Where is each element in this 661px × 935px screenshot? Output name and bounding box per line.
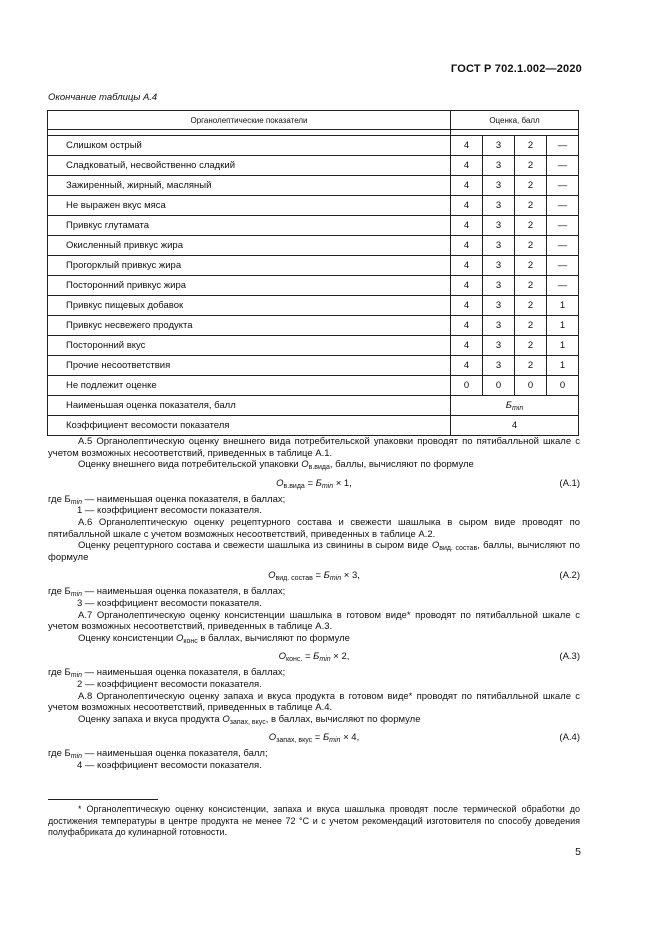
score-cell: 4 bbox=[451, 156, 483, 176]
indicator-name: Сладковатый, несвойственно сладкий bbox=[48, 156, 451, 176]
formula-number: (А.3) bbox=[559, 651, 580, 663]
footnote-divider bbox=[48, 799, 158, 800]
paragraph-a8-formula-intro: Оценку запаха и вкуса продукта $О_{запах, вкус}$, в баллах, вычисляют по формуле bbox=[78, 713, 421, 726]
table-row bbox=[48, 336, 579, 356]
score-cell: — bbox=[547, 236, 579, 256]
score-cell: 3 bbox=[483, 156, 515, 176]
score-cell: 3 bbox=[483, 336, 515, 356]
indicator-name: Посторонний привкус жира bbox=[48, 276, 451, 296]
score-cell: 3 bbox=[483, 296, 515, 316]
score-cell: 4 bbox=[451, 296, 483, 316]
score-cell: 4 bbox=[451, 216, 483, 236]
table-row bbox=[48, 376, 579, 396]
table-row bbox=[48, 156, 579, 176]
score-cell: 2 bbox=[515, 156, 547, 176]
paragraph-a5-formula-intro: Оценку внешнего вида потребительской упаковки $О_{в.вида}$, баллы, вычисляют по формуле bbox=[78, 459, 474, 472]
score-cell: 0 bbox=[515, 376, 547, 396]
score-cell: 4 bbox=[451, 236, 483, 256]
table-caption: Окончание таблицы А.4 bbox=[48, 92, 158, 103]
score-cell: 2 bbox=[515, 216, 547, 236]
paragraph-a6-formula-intro: Оценку рецептурного состава и свежести шашлыка из свинины в сыром виде $О_{вид. состав}$, баллы, вычисляют по формуле bbox=[48, 540, 580, 563]
score-cell: — bbox=[547, 136, 579, 156]
score-cell: 3 bbox=[483, 356, 515, 376]
table-row-coefficient bbox=[48, 416, 579, 436]
where-coef: 4 — коэффициент весомости показателя. bbox=[77, 759, 262, 771]
score-cell: 4 bbox=[451, 136, 483, 156]
score-cell: 2 bbox=[515, 276, 547, 296]
score-cell: 3 bbox=[483, 196, 515, 216]
table-row bbox=[48, 256, 579, 276]
score-cell: 4 bbox=[451, 176, 483, 196]
formula-a2: $О_{вид. состав} = Б_{min} \times 3$, (А.2) bbox=[268, 570, 580, 583]
score-cell: 3 bbox=[483, 216, 515, 236]
score-cell: 2 bbox=[515, 256, 547, 276]
table-row bbox=[48, 316, 579, 336]
indicator-name: Слишком острый bbox=[48, 136, 451, 156]
col-indicator-header: Органолептические показатели bbox=[48, 111, 451, 130]
paragraph-a6: А.6 Органолептическую оценку рецептурного состава и свежести шашлыка в сыром виде проводят по пятибалльной шкале с учетом возможных несоответствий, приведенных в таблице А.2. bbox=[48, 516, 580, 540]
score-cell: 4 bbox=[451, 196, 483, 216]
score-cell: — bbox=[547, 276, 579, 296]
where-coef: 2 — коэффициент весомости показателя. bbox=[77, 678, 262, 690]
indicator-name: Привкус глутамата bbox=[48, 216, 451, 236]
score-cell: 1 bbox=[547, 356, 579, 376]
table-row bbox=[48, 196, 579, 216]
score-cell: 4 bbox=[451, 256, 483, 276]
where-coef: 3 — коэффициент весомости показателя. bbox=[77, 597, 262, 609]
standard-code: ГОСТ Р 702.1.002—2020 bbox=[450, 63, 582, 75]
score-cell: — bbox=[547, 216, 579, 236]
table-row bbox=[48, 356, 579, 376]
score-cell: 0 bbox=[483, 376, 515, 396]
indicator-name: Привкус пищевых добавок bbox=[48, 296, 451, 316]
score-cell: 3 bbox=[483, 136, 515, 156]
score-cell: 1 bbox=[547, 336, 579, 356]
score-cell: 2 bbox=[515, 336, 547, 356]
table-row bbox=[48, 236, 579, 256]
score-cell: 3 bbox=[483, 236, 515, 256]
coefficient-value: 4 bbox=[451, 416, 579, 436]
table-row bbox=[48, 276, 579, 296]
paragraph-a7: А.7 Органолептическую оценку консистенции шашлыка в готовом виде* проводят по пятибалльной шкале с учетом возможных несоответствий, приведенных в таблице А.3. bbox=[48, 609, 580, 633]
indicator-name: Зажиренный, жирный, масляный bbox=[48, 176, 451, 196]
formula-number: (А.1) bbox=[559, 477, 580, 489]
formula-sections bbox=[48, 436, 580, 771]
score-cell: 4 bbox=[451, 336, 483, 356]
indicator-name: Прогорклый привкус жира bbox=[48, 256, 451, 276]
score-cell: 2 bbox=[515, 236, 547, 256]
indicator-name: Прочие несоответствия bbox=[48, 356, 451, 376]
indicator-name: Привкус несвежего продукта bbox=[48, 316, 451, 336]
score-cell: — bbox=[547, 256, 579, 276]
formula-number: (А.4) bbox=[559, 732, 580, 744]
score-cell: 0 bbox=[451, 376, 483, 396]
score-cell: 2 bbox=[515, 136, 547, 156]
indicator-name: Посторонний вкус bbox=[48, 336, 451, 356]
where-line: где $Б_{min}$ — наименьшая оценка показателя, в баллах; bbox=[48, 667, 286, 680]
score-cell: — bbox=[547, 156, 579, 176]
paragraph-a5: А.5 Органолептическую оценку внешнего вида потребительской упаковки проводят по пятибалльной шкале с учетом возможных несоответствий, приведенных в таблице А.1. bbox=[48, 436, 580, 459]
score-cell: 0 bbox=[547, 376, 579, 396]
formula-a1: $О_{в.вида} = Б_{min} \times 1$, (А.1) bbox=[276, 477, 580, 490]
min-score-label: Наименьшая оценка показателя, балл bbox=[48, 396, 451, 416]
score-cell: 1 bbox=[547, 316, 579, 336]
formula-number: (А.2) bbox=[559, 570, 580, 582]
score-cell: 3 bbox=[483, 176, 515, 196]
indicator-name: Не выражен вкус мяса bbox=[48, 196, 451, 216]
paragraph-a7-formula-intro: Оценку консистенции $О_{конс}$ в баллах, вычисляют по формуле bbox=[78, 632, 350, 645]
score-cell: 2 bbox=[515, 196, 547, 216]
organoleptic-table bbox=[47, 110, 579, 436]
score-cell: 1 bbox=[547, 296, 579, 316]
page-number: 5 bbox=[575, 846, 581, 858]
score-cell: 3 bbox=[483, 256, 515, 276]
score-cell: 2 bbox=[515, 176, 547, 196]
col-score-header: Оценка, балл bbox=[451, 111, 579, 130]
table-row bbox=[48, 216, 579, 236]
footnote: * Органолептическую оценку консистенции, запаха и вкуса шашлыка проводят после термической обработки до достижения температуры в центре продукта не менее 72 °С и с учетом рекомендаций изготовителя по способу доведения полуфабриката до кулинарной готовности. bbox=[48, 804, 580, 837]
indicator-name: Не подлежит оценке bbox=[48, 376, 451, 396]
table-row bbox=[48, 296, 579, 316]
where-coef: 1 — коэффициент весомости показателя. bbox=[77, 505, 262, 517]
formula-a3: $О_{конс.} = Б_{min} \times 2$, (А.3) bbox=[278, 651, 580, 664]
score-cell: 4 bbox=[451, 316, 483, 336]
score-cell: — bbox=[547, 176, 579, 196]
score-cell: 3 bbox=[483, 276, 515, 296]
score-cell: 2 bbox=[515, 316, 547, 336]
score-cell: 2 bbox=[515, 356, 547, 376]
table-row-min-score bbox=[48, 396, 579, 416]
score-cell: 4 bbox=[451, 276, 483, 296]
where-line: где $Б_{min}$ — наименьшая оценка показателя, балл; bbox=[48, 748, 268, 761]
table-row bbox=[48, 136, 579, 156]
score-cell: 4 bbox=[451, 356, 483, 376]
score-cell: — bbox=[547, 196, 579, 216]
indicator-name: Окисленный привкус жира bbox=[48, 236, 451, 256]
where-line: где $Б_{min}$ — наименьшая оценка показателя, в баллах; bbox=[48, 586, 286, 599]
score-cell: 3 bbox=[483, 316, 515, 336]
table-row bbox=[48, 176, 579, 196]
paragraph-a8: А.8 Органолептическую оценку запаха и вкуса продукта в готовом виде* проводят по пятибалльной шкале с учетом возможных несоответствий, приведенных в таблице А.4. bbox=[48, 690, 580, 714]
score-cell: 2 bbox=[515, 296, 547, 316]
where-line: где $Б_{min}$ — наименьшая оценка показателя, в баллах; bbox=[48, 493, 286, 506]
coefficient-label: Коэффициент весомости показателя bbox=[48, 416, 451, 436]
formula-a4: $О_{запах, вкус} = Б_{min} \times 4$, (А.4) bbox=[268, 732, 580, 745]
min-score-value: $Б_{min}$ bbox=[451, 396, 579, 416]
table-body bbox=[48, 136, 579, 436]
